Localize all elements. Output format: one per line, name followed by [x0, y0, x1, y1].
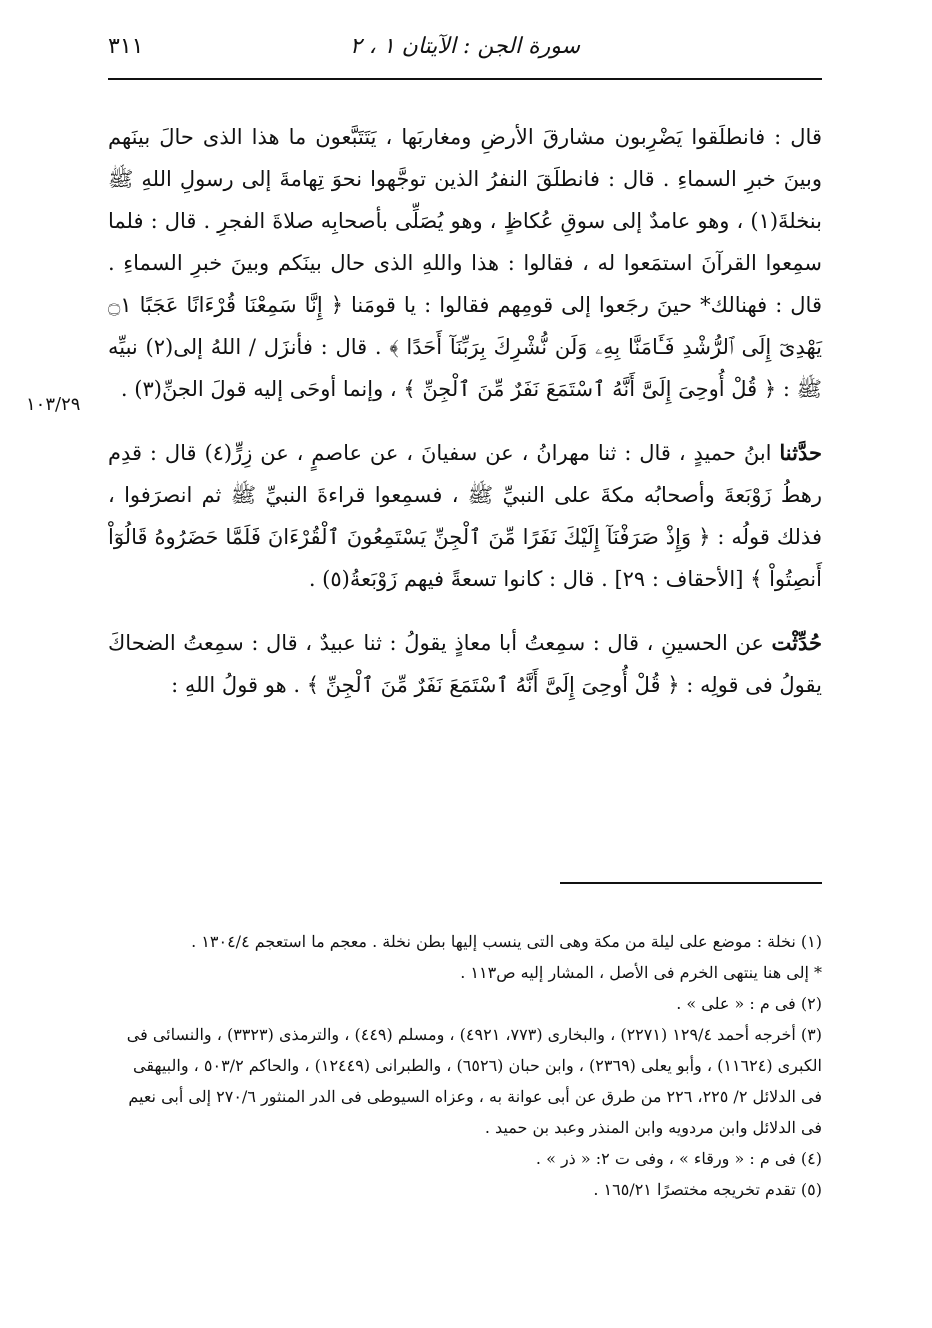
paragraph-text: قال : فانطلَقوا يَضْرِبون مشارقَ الأرضِ ومغاربَها ، يَتَتَبَّعون ما هذا الذى حالَ بينَهم وبينَ خبرِ السماءِ . قال : فانطلَقَ النفرُ الذين توجَّهوا نحوَ تِهامةَ إلى رسولِ اللهِ ﷺ بنخلةَ(١) ، وهو عامدٌ إلى سوقِ عُكاظٍ ، وهو يُصَلِّى بأصحابِه صلاةَ الفجرِ . قال : فلما سمِعوا القرآنَ استمَعوا له ، فقالوا : هذا واللهِ الذى حال بينَكم وبينَ خبرِ السماءِ . قال : فهنالك* حينَ رجَعوا إلى قومِهم فقالوا : يا قومَنا ﴿ إِنَّا سَمِعْنَا قُرْءَانًا عَجَبًا ۝١ يَهْدِىٓ إِلَى ٱلرُّشْدِ فَـَٔامَنَّا بِهِۦ وَلَن نُّشْرِكَ بِرَبِّنَآ أَحَدًا ﴾ . قال : فأنزَل / اللهُ إلى(٢) نبيِّه ﷺ : ﴿ قُلْ أُوحِىَ إِلَىَّ أَنَّهُ ٱسْتَمَعَ نَفَرٌ مِّنَ ٱلْجِنِّ ﴾ ، وإنما أوحَى إليه قولَ الجنِّ(٣) .: [108, 125, 822, 401]
running-title: سورة الجن : الآيتان ١ ، ٢: [349, 34, 581, 59]
page-number: ٣١١: [108, 34, 144, 59]
paragraph-text: عن الحسينِ ، قال : سمِعتُ أبا معاذٍ يقولُ : ثنا عبيدٌ ، قال : سمِعتُ الضحاكَ يقولُ فى قولِه : ﴿ قُلْ أُوحِىَ إِلَىَّ أَنَّهُ ٱسْتَمَعَ نَفَرٌ مِّنَ ٱلْجِنِّ ﴾ . هو قولُ اللهِ :: [108, 631, 822, 697]
paragraph-lead: حُدِّثْت: [771, 630, 822, 655]
footnote: (٣) أخرجه أحمد ١٢٩/٤ (٢٢٧١) ، والبخارى (٧٧٣، ٤٩٢١) ، ومسلم (٤٤٩) ، والترمذى (٣٣٢٣) ، والنسائى فى الكبرى (١١٦٢٤) ، وأبو يعلى (٢٣٦٩) ، وابن حبان (٦٥٢٦) ، والطبرانى (١٢٤٤٩) ، والحاكم ٥٠٣/٢ ، والبيهقى فى الدلائل ٢/ ٢٢٥، ٢٢٦ من طرق عن أبى عوانة به ، وعزاه السيوطى فى الدر المنثور ٢٧٠/٦ إلى أبى نعيم فى الدلائل وابن مردويه وابن المنذر وعبد بن حميد .: [126, 1025, 822, 1137]
footnote: (١) نخلة : موضع على ليلة من مكة وهى التى ينسب إليها بطن نخلة . معجم ما استعجم ١٣٠٤/٤ .: [191, 932, 822, 951]
margin-reference: ١٠٣/٢٩: [26, 394, 81, 415]
main-text: [108, 116, 822, 706]
paragraph-lead: حدَّثنا: [779, 440, 822, 465]
footnote-rule: [560, 882, 822, 884]
footnote: * إلى هنا ينتهى الخرم فى الأصل ، المشار إليه ص١١٣ .: [460, 963, 822, 982]
footnote: (٢) فى م : « على » .: [676, 994, 822, 1013]
footnotes: [108, 926, 822, 1205]
paragraph: [108, 622, 822, 706]
page-header: [108, 30, 822, 70]
paragraph: [108, 116, 822, 410]
footnote: (٤) فى م : « ورقاء » ، وفى ت ٢: « ذر » .: [535, 1149, 822, 1168]
footnote: (٥) تقدم تخريجه مختصرًا ١٦٥/٢١ .: [593, 1180, 822, 1199]
paragraph-text: ابنُ حميدٍ ، قال : ثنا مهرانُ ، عن سفيانَ ، عن عاصمٍ ، عن زِرٍّ(٤) قال : قدِم رهطُ زَوْبَعةَ وأصحابُه مكةَ على النبيِّ ﷺ ، فسمِعوا قراءةَ النبيِّ ﷺ ثم انصرَفوا ، فذلك قولُه : ﴿ وَإِذْ صَرَفْنَآ إِلَيْكَ نَفَرًا مِّنَ ٱلْجِنِّ يَسْتَمِعُونَ ٱلْقُرْءَانَ فَلَمَّا حَضَرُوهُ قَالُوٓاْ أَنصِتُواْ ﴾ [الأحقاف : ٢٩] . قال : كانوا تسعةً فيهم زَوْبَعةُ(٥) .: [108, 441, 822, 591]
paragraph: [108, 432, 822, 600]
header-rule: [108, 78, 822, 80]
